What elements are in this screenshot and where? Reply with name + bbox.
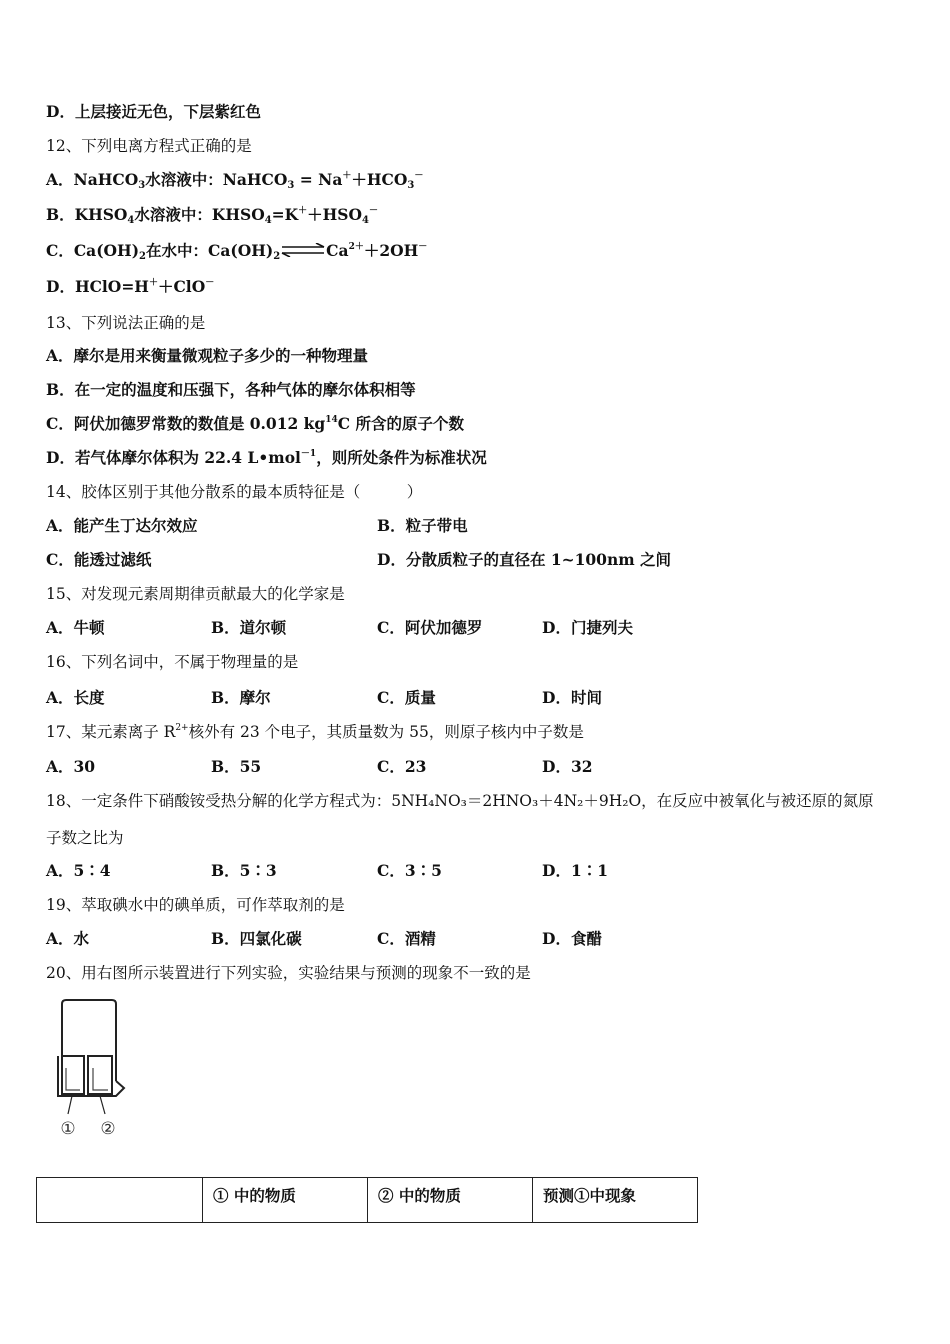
q12-option-b: B．$KHSO_4$水溶液中：$KHSO_4=K^++HSO_4^-$	[46, 205, 378, 226]
q14-options-row1	[46, 516, 906, 536]
q12-stem: 12、下列电离方程式正确的是	[46, 137, 252, 155]
table-header-cell: ① 中的物质	[203, 1178, 368, 1223]
q17-option-b: B．55	[211, 757, 262, 776]
table-header-cell: 预测①中现象	[533, 1178, 698, 1223]
q19-options	[46, 929, 906, 949]
q16-option-c: C．质量	[377, 688, 436, 707]
q19-stem: 19、萃取碘水中的碘单质，可作萃取剂的是	[46, 896, 345, 914]
q19-option-d: D．食醋	[542, 929, 602, 948]
q12-option-c: C．$Ca(OH)_2$在水中：$Ca(OH)_2$ $Ca^{2+}+2OH^-$	[46, 241, 428, 262]
q16-options	[46, 688, 906, 708]
q16-option-a: A．长度	[46, 688, 105, 707]
label-2: ②	[100, 1119, 116, 1139]
q13-option-b: B．在一定的温度和压强下，各种气体的摩尔体积相等	[46, 380, 416, 399]
q15-options	[46, 618, 906, 638]
q15-option-a: A．牛顿	[46, 618, 105, 637]
q19-option-a: A．水	[46, 929, 90, 948]
q17-stem: 17、某元素离子 $R^{2+}$核外有 23 个电子，其质量数为 55，则原子核内中子数是	[46, 723, 584, 741]
q13-option-d: D．若气体摩尔体积为 22.4 L•mol$^{-1}$，则所处条件为标准状况	[46, 448, 487, 467]
q18-options	[46, 861, 906, 881]
q18-option-d: D．1∶1	[542, 861, 609, 880]
q15-stem: 15、对发现元素周期律贡献最大的化学家是	[46, 585, 345, 603]
q17-option-d: D．32	[542, 757, 593, 776]
q15-option-b: B．道尔顿	[211, 618, 287, 637]
table-header-cell: ② 中的物质	[368, 1178, 533, 1223]
equilibrium-arrow-icon	[280, 243, 326, 257]
q18-stem-line2: 子数之比为	[46, 829, 124, 847]
q19-option-c: C．酒精	[377, 929, 436, 948]
q15-option-c: C．阿伏加德罗	[377, 618, 483, 637]
q13-stem: 13、下列说法正确的是	[46, 314, 206, 332]
q13-option-a: A．摩尔是用来衡量微观粒子多少的一种物理量	[46, 346, 369, 365]
q20-table	[36, 1177, 698, 1223]
q16-stem: 16、下列名词中，不属于物理量的是	[46, 653, 299, 671]
q14-option-b: B．粒子带电	[377, 516, 468, 535]
q12-option-d: D．HClO=H＋＋ClO－	[46, 277, 215, 296]
q13-option-c: C．阿伏加德罗常数的数值是 0.012 $kg^{14}C$ 所含的原子个数	[46, 414, 465, 433]
q16-option-b: B．摩尔	[211, 688, 271, 707]
q16-option-d: D．时间	[542, 688, 602, 707]
q11-option-d: D．上层接近无色，下层紫红色	[46, 102, 261, 121]
q17-options	[46, 757, 906, 777]
q18-option-b: B．5∶3	[211, 861, 277, 880]
q14-stem: 14、胶体区别于其他分散系的最本质特征是（ ）	[46, 483, 423, 501]
q14-option-a: A．能产生丁达尔效应	[46, 516, 198, 535]
q18-option-c: C．3∶5	[377, 861, 442, 880]
q17-option-a: A．30	[46, 757, 96, 776]
table-header-cell	[37, 1178, 203, 1223]
q12-option-a: A．NaHCO$_3$水溶液中：NaHCO$_3$ = $Na^++HCO_3^-$	[46, 170, 424, 191]
q14-option-c: C．能透过滤纸	[46, 550, 152, 569]
q18-stem-line1: 18、一定条件下硝酸铵受热分解的化学方程式为：5NH₄NO₃＝2HNO₃＋4N₂＋9H₂O，在反应中被氧化与被还原的氮原	[46, 792, 874, 810]
q20-stem: 20、用右图所示装置进行下列实验，实验结果与预测的现象不一致的是	[46, 964, 531, 982]
q15-option-d: D．门捷列夫	[542, 618, 633, 637]
q17-option-c: C．23	[377, 757, 427, 776]
q14-option-d: D．分散质粒子的直径在 1~100nm 之间	[377, 550, 672, 569]
q18-option-a: A．5∶4	[46, 861, 111, 880]
table-row	[37, 1178, 698, 1223]
label-1: ①	[60, 1119, 76, 1139]
q19-option-b: B．四氯化碳	[211, 929, 302, 948]
apparatus-figure	[50, 996, 130, 1146]
q14-options-row2	[46, 550, 906, 570]
beaker-2	[88, 1056, 112, 1094]
beaker-1	[62, 1056, 84, 1094]
